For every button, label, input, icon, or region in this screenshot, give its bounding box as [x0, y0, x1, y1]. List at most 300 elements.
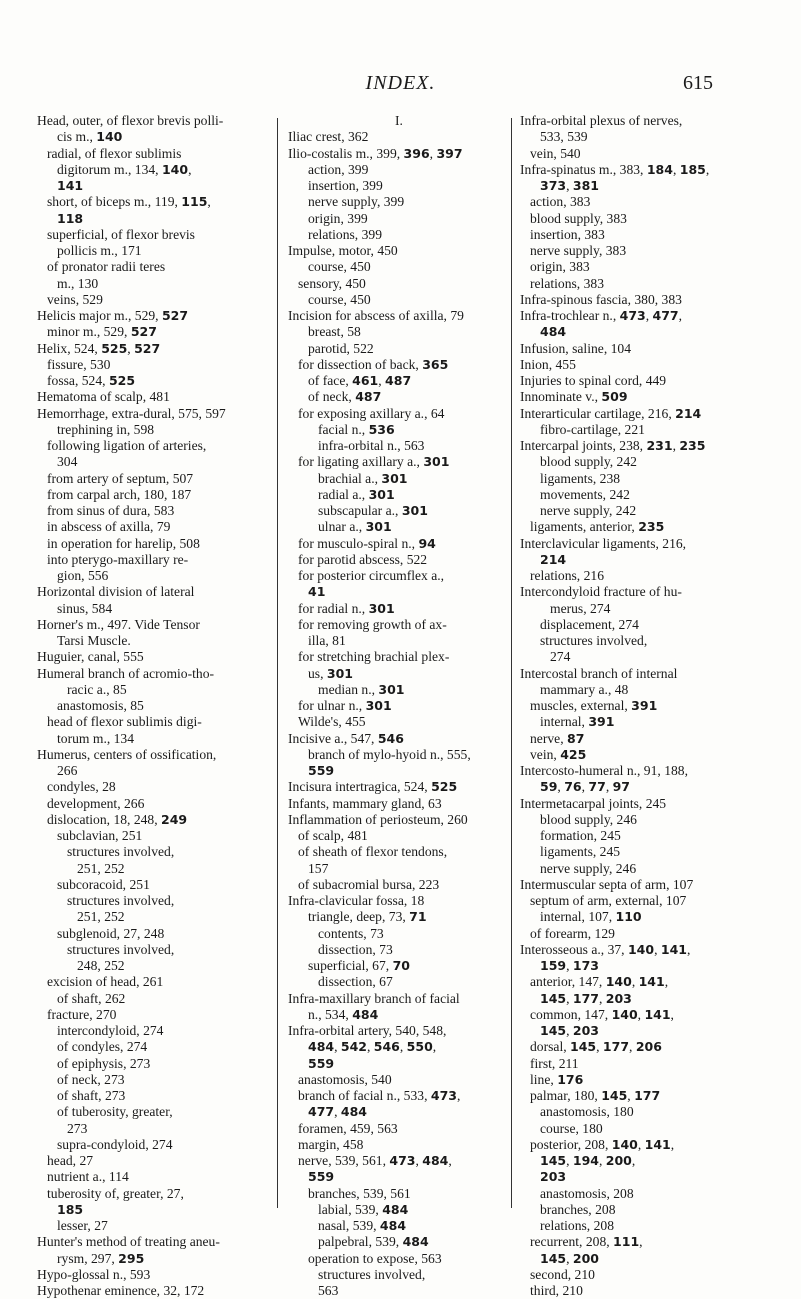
index-line: from artery of septum, 507: [47, 470, 194, 486]
index-line: formation, 245: [540, 828, 621, 843]
index-line: Intercarpal joints, 238, 231, 235: [520, 438, 706, 453]
index-line: blood supply, 242: [540, 454, 637, 470]
index-line: facial n., 536: [318, 421, 395, 437]
bold-page-ref: 140: [161, 161, 189, 177]
bold-page-ref: 173: [572, 958, 599, 973]
index-line: sinus, 584: [57, 600, 113, 616]
index-line: Inion, 455: [520, 356, 576, 372]
index-line: structures involved,: [67, 893, 175, 908]
index-line: of scalp, 481: [298, 828, 368, 843]
index-line: insertion, 399: [308, 178, 383, 193]
index-line: 563: [318, 1283, 339, 1298]
index-line: blood supply, 383: [530, 210, 627, 226]
index-line: Intermuscular septa of arm, 107: [520, 876, 694, 892]
bold-page-ref: 301: [378, 681, 405, 697]
index-line: course, 450: [308, 291, 371, 307]
bold-page-ref: 70: [392, 958, 410, 973]
bold-page-ref: 559: [308, 1055, 335, 1071]
index-line: Infra-spinous fascia, 380, 383: [520, 291, 682, 307]
index-line: illa, 81: [308, 633, 346, 648]
index-line: branches, 539, 561: [308, 1185, 411, 1201]
index-line: from sinus of dura, 583: [47, 503, 175, 518]
index-line: us, 301: [308, 665, 353, 681]
index-line: [288, 1169, 510, 1185]
bold-page-ref: 484: [379, 1218, 407, 1233]
index-line: Infusion, saline, 104: [520, 340, 632, 356]
index-line: muscles, external, 391: [530, 698, 658, 713]
index-line: in abscess of axilla, 79: [47, 519, 171, 535]
index-line: structures involved,: [67, 844, 175, 860]
bold-page-ref: 194: [572, 1153, 599, 1168]
bold-page-ref: 527: [130, 324, 157, 340]
index-line: 145, 200: [540, 1250, 599, 1266]
bold-page-ref: 525: [101, 340, 128, 356]
index-line: ligaments, anterior, 235: [530, 519, 665, 535]
index-line: m., 130: [57, 275, 99, 291]
bold-page-ref: 525: [108, 373, 136, 388]
index-line: of condyles, 274: [57, 1039, 148, 1055]
index-line: of subacromial bursa, 223: [298, 876, 440, 892]
bold-page-ref: 301: [368, 600, 395, 616]
index-line: margin, 458: [298, 1136, 364, 1152]
bold-page-ref: 115: [181, 194, 208, 210]
bold-page-ref: 546: [373, 1039, 400, 1055]
index-line: Incisive a., 547, 546: [288, 730, 404, 746]
index-line: 304: [57, 454, 78, 470]
index-line: branch of mylo-hyoid n., 555,: [308, 746, 471, 762]
index-line: Ilio-costalis m., 399, 396, 397: [288, 145, 463, 161]
index-line: for dissection of back, 365: [298, 356, 449, 372]
index-line: labial, 539, 484: [318, 1201, 409, 1217]
index-line: fibro-cartilage, 221: [540, 421, 645, 437]
index-line: Hunter's method of treating aneu-: [37, 1234, 220, 1250]
bold-page-ref: 301: [365, 519, 392, 535]
index-line: of neck, 487: [308, 389, 382, 405]
index-line: [37, 178, 272, 194]
index-line: veins, 529: [47, 291, 103, 307]
bold-page-ref: 301: [401, 503, 428, 518]
index-line: Infra-spinatus m., 383, 184, 185,: [520, 161, 710, 177]
index-line: 274: [550, 649, 571, 665]
index-line: [37, 1202, 272, 1218]
index-line: for exposing axillary a., 64: [298, 405, 445, 421]
index-line: condyles, 28: [47, 779, 116, 795]
bold-page-ref: 177: [572, 990, 599, 1006]
index-line: foramen, 459, 563: [298, 1120, 398, 1136]
bold-page-ref: 41: [308, 584, 326, 600]
index-line: excision of head, 261: [47, 974, 164, 990]
index-line: 266: [57, 763, 78, 778]
bold-page-ref: 473: [389, 1153, 416, 1168]
page-number: 615: [683, 72, 713, 94]
bold-page-ref: 200: [605, 1153, 632, 1168]
index-line: head, 27: [47, 1153, 94, 1168]
index-line: for ligating axillary a., 301: [298, 454, 450, 470]
index-line: subglenoid, 27, 248: [57, 925, 165, 941]
index-line: minor m., 529, 527: [47, 324, 157, 340]
index-line: [520, 1169, 762, 1185]
index-line: mammary a., 48: [540, 681, 629, 697]
index-line: Iliac crest, 362: [288, 129, 369, 145]
bold-page-ref: 185: [57, 1201, 84, 1217]
bold-page-ref: 203: [605, 990, 632, 1006]
index-line: Humeral branch of acromio-tho-: [37, 665, 215, 681]
index-line: triangle, deep, 73, 71: [308, 909, 427, 925]
bold-page-ref: 559: [308, 763, 335, 778]
bold-page-ref: 159: [540, 958, 567, 973]
index-line: posterior, 208, 140, 141,: [530, 1136, 675, 1152]
index-line: gion, 556: [57, 568, 109, 583]
running-title: INDEX.: [365, 72, 436, 94]
index-line: blood supply, 246: [540, 811, 637, 827]
bold-page-ref: 214: [540, 551, 567, 567]
index-line: trephining in, 598: [57, 421, 155, 437]
index-line: following ligation of arteries,: [47, 438, 207, 453]
index-line: Infra-orbital artery, 540, 548,: [288, 1023, 447, 1038]
bold-page-ref: 381: [572, 178, 599, 193]
index-line: of pronator radii teres: [47, 259, 166, 275]
bold-page-ref: 484: [402, 1234, 429, 1250]
bold-page-ref: 235: [638, 519, 665, 535]
index-line: subclavian, 251: [57, 828, 143, 843]
bold-page-ref: 94: [418, 535, 436, 551]
index-line: 145, 203: [540, 1023, 599, 1038]
index-line: superficial, of flexor brevis: [47, 226, 195, 242]
bold-page-ref: 87: [567, 730, 585, 746]
bold-page-ref: 118: [57, 210, 84, 226]
index-line: [288, 584, 510, 600]
index-line: Innominate v., 509: [520, 389, 628, 405]
index-line: vein, 540: [530, 145, 581, 161]
index-line: brachial a., 301: [318, 470, 408, 486]
index-line: of shaft, 273: [57, 1088, 126, 1103]
index-line: origin, 383: [530, 259, 590, 275]
index-line: nerve supply, 383: [530, 243, 627, 258]
index-line: course, 180: [540, 1120, 603, 1136]
index-line: merus, 274: [550, 600, 611, 616]
index-line: Hematoma of scalp, 481: [37, 389, 170, 405]
bold-page-ref: 484: [308, 1039, 335, 1055]
bold-page-ref: 425: [560, 746, 587, 762]
index-line: vein, 425: [530, 746, 587, 762]
index-line: pollicis m., 171: [57, 243, 142, 258]
index-line: anastomosis, 208: [540, 1185, 634, 1201]
index-line: Intercostal branch of internal: [520, 665, 678, 681]
bold-page-ref: 536: [368, 421, 395, 437]
bold-page-ref: 231: [646, 438, 673, 453]
index-line: Huguier, canal, 555: [37, 649, 144, 665]
bold-page-ref: 477: [652, 308, 679, 323]
bold-page-ref: 484: [340, 1104, 367, 1120]
bold-page-ref: 397: [436, 145, 463, 161]
index-line: first, 211: [530, 1055, 579, 1071]
index-line: subscapular a., 301: [318, 503, 428, 518]
index-line: Hypo-glossal n., 593: [37, 1266, 151, 1282]
index-line: fracture, 270: [47, 1006, 117, 1022]
index-line: [520, 324, 762, 340]
index-line: branch of facial n., 533, 473,: [298, 1088, 461, 1103]
index-line: dissection, 67: [318, 974, 393, 990]
index-line: breast, 58: [308, 324, 361, 340]
index-line: I.: [395, 113, 403, 128]
bold-page-ref: 200: [572, 1250, 599, 1266]
index-line: [520, 552, 762, 568]
bold-page-ref: 145: [570, 1039, 597, 1055]
bold-page-ref: 214: [675, 405, 702, 421]
index-line: relations, 208: [540, 1218, 614, 1233]
index-line: 145, 177, 203: [540, 990, 632, 1006]
index-line: short, of biceps m., 119, 115,: [47, 194, 211, 210]
index-line: 484, 542, 546, 550,: [308, 1039, 437, 1055]
bold-page-ref: 203: [572, 1023, 599, 1038]
bold-page-ref: 145: [540, 1153, 567, 1168]
index-line: of neck, 273: [57, 1071, 125, 1087]
index-line: nasal, 539, 484: [318, 1218, 407, 1233]
index-line: nerve supply, 399: [308, 194, 405, 210]
index-line: nerve, 539, 561, 473, 484,: [298, 1153, 452, 1168]
index-line: cis m., 140: [57, 129, 123, 145]
index-line: Impulse, motor, 450: [288, 243, 398, 258]
index-line: Infra-clavicular fossa, 18: [288, 893, 425, 908]
index-line: internal, 391: [540, 714, 615, 730]
index-line: origin, 399: [308, 210, 368, 226]
index-line: for posterior circumflex a.,: [298, 568, 445, 583]
bold-page-ref: 391: [631, 698, 658, 713]
bold-page-ref: 487: [355, 389, 382, 405]
bold-page-ref: 184: [646, 161, 673, 177]
page-header: [0, 72, 801, 102]
index-line: Incision for abscess of axilla, 79: [288, 308, 464, 323]
index-line: recurrent, 208, 111,: [530, 1234, 643, 1250]
bold-page-ref: 527: [134, 340, 161, 356]
index-line: radial a., 301: [318, 486, 395, 502]
index-line: 251, 252: [77, 909, 125, 925]
index-line: for removing growth of ax-: [298, 616, 447, 632]
index-line: nerve supply, 242: [540, 503, 637, 518]
index-line: relations, 383: [530, 275, 604, 291]
index-line: Hypothenar eminence, 32, 172: [37, 1283, 205, 1298]
index-line: 251, 252: [77, 860, 125, 876]
index-line: ligaments, 238: [540, 470, 621, 486]
bold-page-ref: 77: [588, 779, 606, 795]
bold-page-ref: 301: [365, 698, 392, 713]
index-line: Infra-orbital plexus of nerves,: [520, 113, 683, 128]
bold-page-ref: 140: [605, 974, 632, 990]
bold-page-ref: 484: [540, 324, 567, 340]
index-line: nerve supply, 246: [540, 860, 637, 876]
bold-page-ref: 145: [540, 1023, 567, 1038]
index-line: n., 534, 484: [308, 1006, 379, 1022]
column-rule-1: [277, 118, 278, 1208]
index-line: branches, 208: [540, 1201, 616, 1217]
index-line: for musculo-spiral n., 94: [298, 535, 436, 551]
index-line: [37, 211, 272, 227]
bold-page-ref: 185: [679, 161, 706, 177]
index-line: Infants, mammary gland, 63: [288, 795, 442, 811]
bold-page-ref: 141: [644, 1006, 671, 1022]
bold-page-ref: 140: [611, 1136, 638, 1152]
bold-page-ref: 301: [368, 486, 395, 502]
index-line: of sheath of flexor tendons,: [298, 844, 448, 860]
index-line: dislocation, 18, 248, 249: [47, 811, 188, 827]
index-line: Incisura intertragica, 524, 525: [288, 779, 458, 795]
bold-page-ref: 477: [308, 1104, 335, 1120]
bold-page-ref: 484: [422, 1153, 449, 1168]
index-line: for parotid abscess, 522: [298, 551, 428, 567]
index-line: line, 176: [530, 1071, 584, 1087]
index-line: intercondyloid, 274: [57, 1023, 164, 1038]
index-line: 159, 173: [540, 958, 599, 973]
bold-page-ref: 473: [619, 308, 646, 323]
index-line: Intercondyloid fracture of hu-: [520, 584, 682, 600]
index-line: contents, 73: [318, 925, 384, 941]
index-line: Helicis major m., 529, 527: [37, 308, 189, 323]
index-line: from carpal arch, 180, 187: [47, 486, 192, 502]
index-line: for ulnar n., 301: [298, 698, 392, 713]
index-line: dorsal, 145, 177, 206: [530, 1039, 662, 1055]
index-line: action, 383: [530, 194, 591, 210]
index-line: parotid, 522: [308, 340, 374, 356]
bold-page-ref: 525: [431, 779, 458, 795]
index-line: racic a., 85: [67, 681, 127, 697]
index-line: third, 210: [530, 1283, 583, 1298]
column-rule-2: [511, 118, 512, 1208]
index-line: supra-condyloid, 274: [57, 1136, 173, 1152]
bold-page-ref: 145: [601, 1088, 628, 1103]
bold-page-ref: 461: [352, 373, 379, 388]
bold-page-ref: 76: [564, 779, 582, 795]
index-line: dissection, 73: [318, 941, 393, 957]
index-line: fissure, 530: [47, 356, 111, 372]
index-line: Intermetacarpal joints, 245: [520, 795, 667, 811]
index-line: Tarsi Muscle.: [57, 633, 131, 648]
bold-page-ref: 365: [422, 356, 449, 372]
index-line: Interarticular cartilage, 216, 214: [520, 405, 702, 421]
bold-page-ref: 473: [430, 1088, 457, 1103]
index-column-2: [288, 113, 510, 1299]
index-line: Interclavicular ligaments, 216,: [520, 535, 687, 551]
index-line: Inflammation of periosteum, 260: [288, 811, 468, 827]
index-line: fossa, 524, 525: [47, 373, 136, 388]
index-line: of shaft, 262: [57, 990, 126, 1006]
bold-page-ref: 301: [326, 665, 353, 681]
index-line: Injuries to spinal cord, 449: [520, 373, 667, 388]
index-line: ligaments, 245: [540, 844, 621, 860]
bold-page-ref: 301: [423, 454, 450, 470]
index-line: subcoracoid, 251: [57, 876, 150, 892]
index-line: [288, 1056, 510, 1072]
index-line: Humerus, centers of ossification,: [37, 746, 217, 762]
bold-page-ref: 550: [406, 1039, 433, 1055]
index-column-3: [520, 113, 762, 1299]
bold-page-ref: 141: [644, 1136, 671, 1152]
index-line: 477, 484: [308, 1104, 367, 1120]
bold-page-ref: 176: [557, 1071, 584, 1087]
bold-page-ref: 487: [385, 373, 412, 388]
index-line: 157: [308, 860, 329, 876]
index-line: anastomosis, 85: [57, 698, 144, 713]
index-line: palmar, 180, 145, 177: [530, 1088, 661, 1103]
index-line: Helix, 524, 525, 527: [37, 340, 161, 356]
index-line: sensory, 450: [298, 275, 366, 291]
index-line: for radial n., 301: [298, 600, 395, 616]
index-line: course, 450: [308, 259, 371, 275]
bold-page-ref: 484: [352, 1006, 379, 1022]
bold-page-ref: 249: [161, 811, 188, 827]
bold-page-ref: 206: [635, 1039, 662, 1055]
index-line: infra-orbital n., 563: [318, 438, 425, 453]
index-line: radial, of flexor sublimis: [47, 145, 182, 161]
bold-page-ref: 145: [540, 990, 567, 1006]
index-line: septum of arm, external, 107: [530, 893, 687, 908]
index-line: operation to expose, 563: [308, 1250, 442, 1266]
index-line: internal, 107, 110: [540, 909, 642, 925]
index-line: for stretching brachial plex-: [298, 649, 450, 665]
index-line: 248, 252: [77, 958, 125, 973]
index-line: head of flexor sublimis digi-: [47, 714, 202, 730]
index-line: [288, 763, 510, 779]
index-line: palpebral, 539, 484: [318, 1234, 429, 1250]
index-line: of tuberosity, greater,: [57, 1104, 173, 1120]
bold-page-ref: 71: [409, 909, 427, 925]
bold-page-ref: 141: [57, 178, 84, 193]
bold-page-ref: 140: [611, 1006, 638, 1022]
bold-page-ref: 145: [540, 1250, 567, 1266]
index-line: median n., 301: [318, 681, 405, 697]
bold-page-ref: 141: [638, 974, 665, 990]
index-line: ulnar a., 301: [318, 519, 392, 535]
index-line: insertion, 383: [530, 226, 605, 242]
index-line: displacement, 274: [540, 616, 639, 632]
bold-page-ref: 396: [403, 145, 430, 161]
index-line: development, 266: [47, 795, 145, 811]
index-line: structures involved,: [318, 1266, 426, 1282]
bold-page-ref: 391: [588, 714, 615, 730]
bold-page-ref: 140: [96, 129, 123, 145]
bold-page-ref: 203: [540, 1169, 567, 1185]
index-line: 373, 381: [540, 178, 599, 193]
bold-page-ref: 110: [615, 909, 642, 925]
index-line: 145, 194, 200,: [540, 1153, 636, 1168]
bold-page-ref: 111: [613, 1234, 640, 1250]
bold-page-ref: 59: [540, 779, 558, 795]
bold-page-ref: 97: [612, 779, 631, 795]
index-line: of face, 461, 487: [308, 373, 412, 388]
index-line: lesser, 27: [57, 1218, 108, 1233]
index-line: second, 210: [530, 1266, 595, 1282]
index-line: Hemorrhage, extra-dural, 575, 597: [37, 405, 226, 421]
index-column-1: [37, 113, 272, 1299]
index-line: anastomosis, 180: [540, 1104, 634, 1120]
bold-page-ref: 177: [602, 1039, 630, 1055]
index-line: relations, 216: [530, 568, 604, 583]
index-line: 533, 539: [540, 129, 588, 145]
index-line: torum m., 134: [57, 730, 135, 746]
index-line: action, 399: [308, 161, 369, 177]
bold-page-ref: 141: [660, 941, 687, 957]
index-line: of forearm, 129: [530, 925, 615, 941]
bold-page-ref: 235: [679, 438, 706, 453]
index-line: structures involved,: [67, 941, 175, 957]
bold-page-ref: 140: [627, 941, 655, 957]
bold-page-ref: 527: [161, 308, 189, 323]
index-line: common, 147, 140, 141,: [530, 1006, 674, 1022]
bold-page-ref: 484: [382, 1201, 409, 1217]
index-line: structures involved,: [540, 633, 648, 648]
bold-page-ref: 542: [340, 1039, 367, 1055]
bold-page-ref: 546: [377, 730, 404, 746]
index-line: anterior, 147, 140, 141,: [530, 974, 669, 990]
